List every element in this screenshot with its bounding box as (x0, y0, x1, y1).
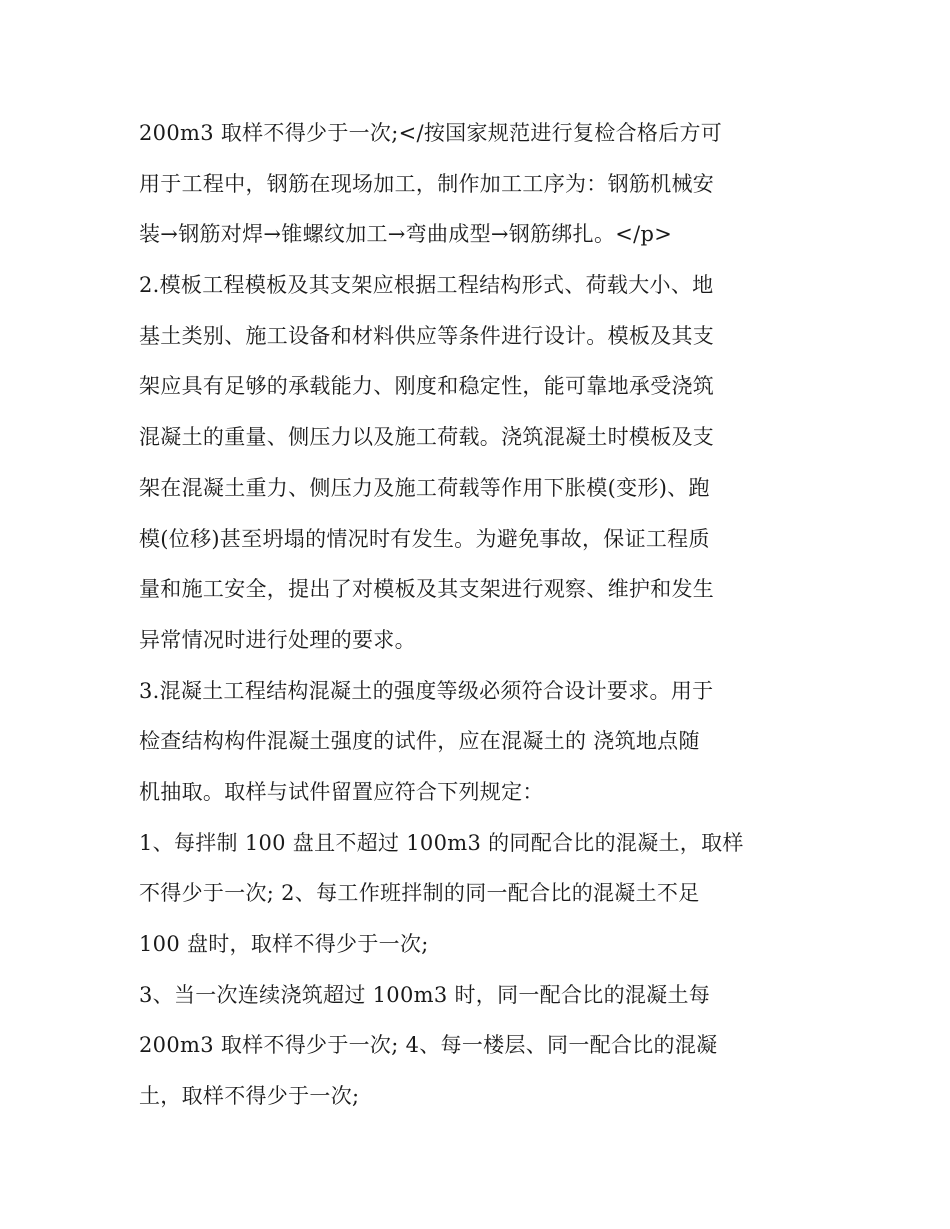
text-line: 装→钢筋对焊→锥螺纹加工→弯曲成型→钢筋绑扎。</p> (139, 222, 673, 247)
text-line: 1、每拌制 100 盘且不超过 100m3 的同配合比的混凝土，取样 (139, 830, 744, 855)
text-line: 3、当一次连续浇筑超过 100m3 时，同一配合比的混凝土每 (139, 982, 711, 1007)
text-line: 3.混凝土工程结构混凝土的强度等级必须符合设计要求。用于 (139, 678, 714, 703)
body-text (139, 108, 819, 1122)
text-line: 土，取样不得少于一次; (139, 1084, 360, 1109)
text-line: 2.模板工程模板及其支架应根据工程结构形式、荷载大小、地 (139, 273, 714, 298)
text-line: 量和施工安全，提出了对模板及其支架进行观察、维护和发生 (139, 577, 715, 602)
text-line: 100 盘时，取样不得少于一次; (139, 932, 429, 956)
text-line: 异常情况时进行处理的要求。 (139, 627, 416, 652)
text-line: 基土类别、施工设备和材料供应等条件进行设计。模板及其支 (139, 323, 715, 348)
text-line: 不得少于一次; 2、每工作班拌制的同一配合比的混凝土不足 (139, 881, 700, 906)
text-line: 200m3 取样不得少于一次; 4、每一楼层、同一配合比的混凝 (139, 1033, 718, 1058)
text-line: 200m3 取样不得少于一次;</按国家规范进行复检合格后方可 (139, 121, 723, 145)
text-line: 模(位移)甚至坍塌的情况时有发生。为避免事故，保证工程质 (139, 526, 710, 551)
text-line: 检查结构构件混凝土强度的试件，应在混凝土的 浇筑地点随 (139, 729, 700, 754)
text-line: 架应具有足够的承载能力、刚度和稳定性，能可靠地承受浇筑 (139, 374, 715, 399)
text-line: 用于工程中，钢筋在现场加工，制作加工工序为：钢筋机械安 (139, 171, 715, 196)
text-line: 架在混凝土重力、侧压力及施工荷载等作用下胀模(变形)、跑 (139, 475, 710, 500)
text-line: 混凝土的重量、侧压力以及施工荷载。浇筑混凝土时模板及支 (139, 425, 715, 450)
text-line: 机抽取。取样与试件留置应符合下列规定： (139, 779, 544, 804)
